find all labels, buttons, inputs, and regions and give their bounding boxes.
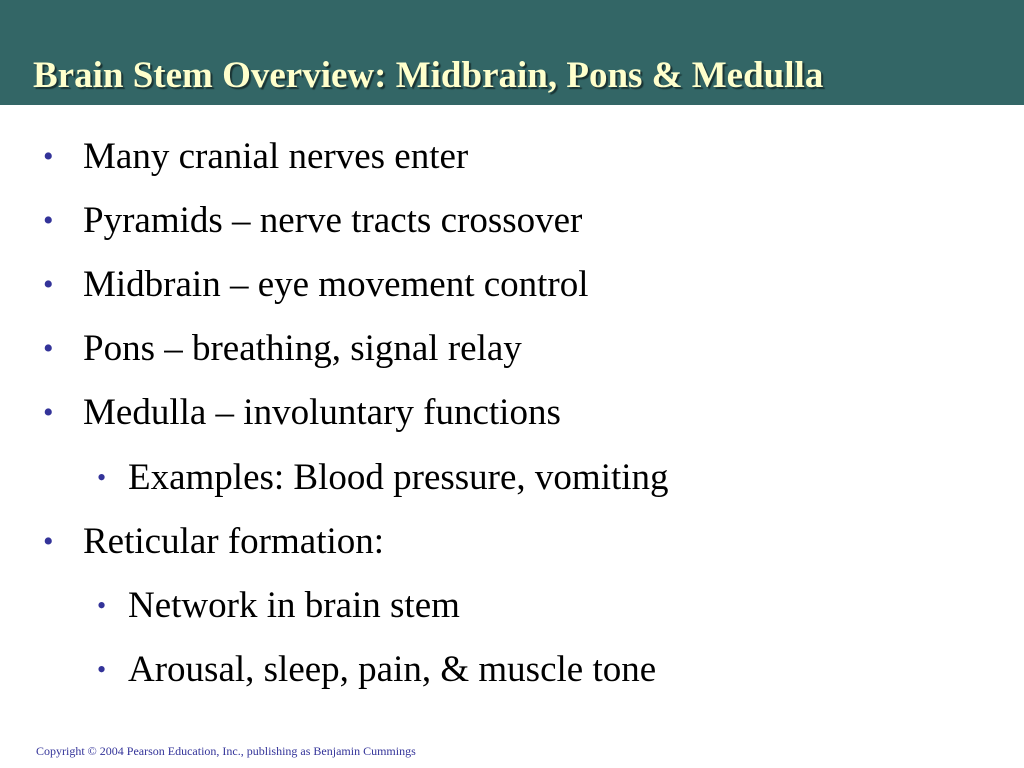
sub-bullet-item	[97, 584, 460, 628]
bullet-text: Medulla – involuntary functions	[83, 392, 561, 433]
bullet-item	[43, 327, 522, 371]
bullet-text: Reticular formation:	[83, 521, 385, 562]
bullet-icon: •	[97, 591, 107, 620]
bullet-item	[43, 263, 589, 307]
bullet-text: Many cranial nerves enter	[83, 136, 469, 177]
sub-bullet-item	[97, 648, 656, 692]
bullet-icon: •	[97, 463, 107, 492]
bullet-item	[43, 199, 582, 243]
slide-title: Brain Stem Overview: Midbrain, Pons & Medulla	[33, 55, 824, 96]
bullet-text: Examples: Blood pressure, vomiting	[128, 457, 669, 498]
bullet-text: Midbrain – eye movement control	[83, 264, 589, 305]
bullet-icon: •	[43, 332, 54, 365]
sub-bullet-item	[97, 456, 669, 500]
bullet-text: Arousal, sleep, pain, & muscle tone	[128, 649, 657, 690]
bullet-item	[43, 520, 384, 564]
bullet-icon: •	[43, 268, 54, 301]
bullet-text: Pyramids – nerve tracts crossover	[83, 200, 583, 241]
bullet-icon: •	[43, 525, 54, 558]
bullet-text: Pons – breathing, signal relay	[83, 328, 522, 369]
copyright-footer: Copyright © 2004 Pearson Education, Inc., publishing as Benjamin Cummings	[36, 744, 416, 758]
bullet-text: Network in brain stem	[128, 585, 460, 626]
bullet-item	[43, 135, 468, 179]
bullet-item	[43, 391, 561, 435]
bullet-icon: •	[43, 396, 54, 429]
bullet-icon: •	[43, 204, 54, 237]
bullet-icon: •	[43, 140, 54, 173]
bullet-icon: •	[97, 655, 107, 684]
